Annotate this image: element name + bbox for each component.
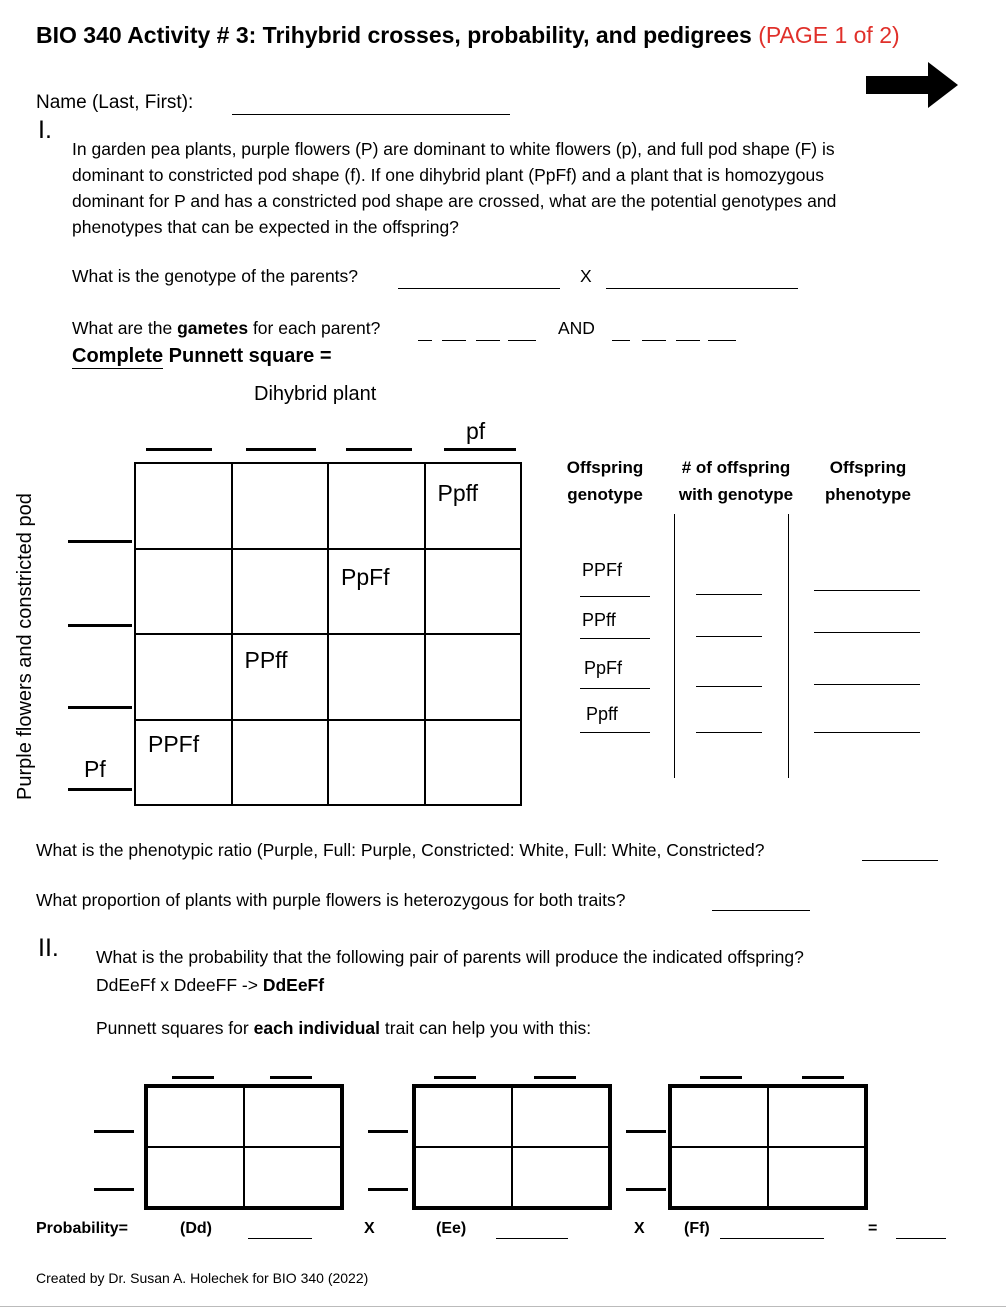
offspring-genotype: Ppff <box>586 704 618 724</box>
e-top-gamete-blank[interactable] <box>534 1076 576 1079</box>
header-line: Offspring <box>566 458 644 477</box>
punnett-cell[interactable] <box>425 720 522 806</box>
punnett-cell[interactable] <box>768 1147 865 1207</box>
proportion-answer-field[interactable] <box>712 910 810 911</box>
top-gamete-blank[interactable] <box>146 448 212 451</box>
left-gamete-line <box>68 788 132 791</box>
header-line: phenotype <box>825 485 911 504</box>
punnett-cell[interactable] <box>147 1147 244 1207</box>
complete-punnett-label <box>72 345 332 369</box>
punnett-square-e <box>412 1084 612 1210</box>
part-two-cross <box>96 975 324 996</box>
table-divider <box>674 514 675 778</box>
phenotype-blank[interactable] <box>814 590 920 591</box>
punnett-cell[interactable] <box>415 1087 512 1147</box>
cell-genotype: PPFf <box>148 730 200 757</box>
d-top-gamete-blank[interactable] <box>270 1076 312 1079</box>
header-line: Offspring <box>829 458 907 477</box>
cross-parents: DdEeFf x DdeeFF -> <box>96 975 258 995</box>
hint-pre: Punnett squares for <box>96 1018 254 1038</box>
count-blank[interactable] <box>696 686 762 687</box>
phenotype-blank[interactable] <box>814 732 920 733</box>
punnett-cell[interactable] <box>425 463 522 549</box>
punnett-cell[interactable] <box>512 1087 609 1147</box>
side-parent-label: Purple flowers and constricted pod <box>14 493 36 800</box>
punnett-cell[interactable] <box>328 720 425 806</box>
gamete-blank[interactable] <box>476 340 500 341</box>
header-line: genotype <box>567 485 643 504</box>
hint-text <box>96 1018 591 1039</box>
punnett-cell[interactable] <box>425 549 522 635</box>
punnett-cell[interactable] <box>232 634 329 720</box>
punnett-cell[interactable] <box>671 1147 768 1207</box>
gametes-pre: What are the <box>72 318 178 338</box>
times-sign: X <box>634 1220 645 1237</box>
dd-probability-field[interactable] <box>248 1238 312 1239</box>
left-gamete-blank[interactable] <box>68 706 132 709</box>
title-text: BIO 340 Activity # 3: Trihybrid crosses, probability, and pedigrees <box>36 22 752 48</box>
punnett-square-dihybrid <box>134 462 522 806</box>
punnett-cell[interactable] <box>135 549 232 635</box>
and-label: AND <box>558 318 595 338</box>
table-header-genotype <box>558 454 652 508</box>
part-two-numeral: II. <box>38 934 59 962</box>
cell-genotype: PPff <box>244 647 288 673</box>
punnett-square-d <box>144 1084 344 1210</box>
table-header-count <box>666 454 806 508</box>
gametes-post: for each parent? <box>248 318 381 338</box>
gamete-blank[interactable] <box>676 340 700 341</box>
count-blank[interactable] <box>696 636 762 637</box>
name-field[interactable] <box>232 114 510 115</box>
left-gamete-pf: Pf <box>84 756 106 782</box>
count-blank[interactable] <box>696 594 762 595</box>
offspring-genotype: PpFf <box>584 658 623 678</box>
punnett-cell[interactable] <box>232 549 329 635</box>
f-left-gamete-blank[interactable] <box>626 1130 666 1133</box>
gamete-blank[interactable] <box>442 340 466 341</box>
genotype-underline <box>580 732 650 733</box>
probability-label: Probability= <box>36 1220 129 1237</box>
part-two-question: What is the probability that the following pair of parents will produce the indicated offspring? <box>96 947 804 967</box>
count-blank[interactable] <box>696 732 762 733</box>
ee-label: (Ee) <box>436 1220 467 1237</box>
punnett-cell[interactable] <box>244 1087 341 1147</box>
offspring-genotype: PPff <box>582 610 616 630</box>
table-header-phenotype <box>814 454 922 508</box>
punnett-cell[interactable] <box>232 720 329 806</box>
cell-genotype: Ppff <box>437 480 478 506</box>
dd-label: (Dd) <box>180 1220 212 1237</box>
gamete-blank[interactable] <box>418 340 432 341</box>
table-divider <box>788 514 789 778</box>
punnett-cell[interactable] <box>328 634 425 720</box>
cell-genotype: PpFf <box>341 563 390 590</box>
complete-word: Complete <box>72 345 164 367</box>
times-sign: X <box>364 1220 375 1237</box>
punnett-cell[interactable] <box>244 1147 341 1207</box>
punnett-cell[interactable] <box>328 463 425 549</box>
ff-label: (Ff) <box>684 1220 710 1237</box>
punnett-cell[interactable] <box>135 634 232 720</box>
dihybrid-label: Dihybrid plant <box>254 383 377 405</box>
next-page-arrow-icon[interactable] <box>866 62 958 108</box>
part-one-numeral: I. <box>38 116 52 144</box>
gametes-bold: gametes <box>177 318 249 338</box>
question-line: phenotypes that can be expected in the offspring? <box>72 217 459 237</box>
f-top-gamete-blank[interactable] <box>802 1076 844 1079</box>
f-top-gamete-blank[interactable] <box>700 1076 742 1079</box>
footer-credit: Created by Dr. Susan A. Holechek for BIO 340 (2022) <box>36 1270 369 1286</box>
left-gamete-blank[interactable] <box>68 540 132 543</box>
d-left-gamete-blank[interactable] <box>94 1130 134 1133</box>
gametes-question <box>72 318 380 339</box>
top-gamete-blank[interactable] <box>246 448 316 451</box>
parent2-genotype-field[interactable] <box>606 288 798 289</box>
genotype-underline <box>580 688 650 689</box>
parents-question: What is the genotype of the parents? <box>72 266 359 286</box>
question-line: dominant for P and has a constricted pod shape are crossed, what are the potential genotypes and <box>72 191 837 211</box>
punnett-cell[interactable] <box>328 549 425 635</box>
punnett-cell[interactable] <box>135 720 232 806</box>
punnett-cell[interactable] <box>135 463 232 549</box>
header-line: with genotype <box>678 485 794 504</box>
genotype-underline <box>580 638 650 639</box>
cross-x: X <box>580 266 592 286</box>
cross-offspring: DdEeFf <box>262 975 325 995</box>
punnett-cell[interactable] <box>671 1087 768 1147</box>
f-left-gamete-blank[interactable] <box>626 1188 666 1191</box>
question-line: dominant to constricted pod shape (f). If one dihybrid plant (PpFf) and a plant that is homozygous <box>72 165 824 185</box>
top-gamete-line <box>444 448 516 451</box>
ratio-question: What is the phenotypic ratio (Purple, Full: Purple, Constricted: White, Full: White, Constricted? <box>36 840 765 860</box>
gamete-blank[interactable] <box>508 340 536 341</box>
punnett-cell[interactable] <box>768 1087 865 1147</box>
page-indicator: (PAGE 1 of 2) <box>758 22 900 48</box>
phenotype-blank[interactable] <box>814 684 920 685</box>
punnett-cell[interactable] <box>415 1147 512 1207</box>
punnett-cell[interactable] <box>232 463 329 549</box>
d-left-gamete-blank[interactable] <box>94 1188 134 1191</box>
offspring-genotype: PPFf <box>582 560 623 580</box>
left-gamete-blank[interactable] <box>68 624 132 627</box>
genotype-underline <box>580 596 650 597</box>
page-bottom-divider <box>0 1306 1006 1307</box>
e-left-gamete-blank[interactable] <box>368 1188 408 1191</box>
e-left-gamete-blank[interactable] <box>368 1130 408 1133</box>
top-gamete-blank[interactable] <box>346 448 412 451</box>
gamete-blank[interactable] <box>708 340 736 341</box>
ee-probability-field[interactable] <box>496 1238 568 1239</box>
punnett-cell[interactable] <box>147 1087 244 1147</box>
punnett-word: Punnett square = <box>163 345 332 367</box>
punnett-cell[interactable] <box>512 1147 609 1207</box>
question-line: In garden pea plants, purple flowers (P) are dominant to white flowers (p), and full pod shape (F) is <box>72 139 835 159</box>
part-one-question <box>72 136 836 240</box>
total-probability-field[interactable] <box>896 1238 946 1239</box>
equals-sign: = <box>868 1220 878 1237</box>
e-top-gamete-blank[interactable] <box>434 1076 476 1079</box>
d-top-gamete-blank[interactable] <box>172 1076 214 1079</box>
page-title <box>36 22 900 49</box>
phenotype-blank[interactable] <box>814 632 920 633</box>
ff-probability-field[interactable] <box>720 1238 824 1239</box>
ratio-answer-field[interactable] <box>862 860 938 861</box>
punnett-cell[interactable] <box>425 634 522 720</box>
top-gamete-pf: pf <box>466 418 486 444</box>
hint-bold: each individual <box>253 1018 381 1038</box>
proportion-question: What proportion of plants with purple flowers is heterozygous for both traits? <box>36 890 626 910</box>
parent1-genotype-field[interactable] <box>398 288 560 289</box>
gamete-blank[interactable] <box>612 340 630 341</box>
gamete-blank[interactable] <box>642 340 666 341</box>
hint-post: trait can help you with this: <box>380 1018 592 1038</box>
header-line: # of offspring <box>681 458 791 477</box>
name-label: Name (Last, First): <box>36 92 194 113</box>
punnett-square-f <box>668 1084 868 1210</box>
